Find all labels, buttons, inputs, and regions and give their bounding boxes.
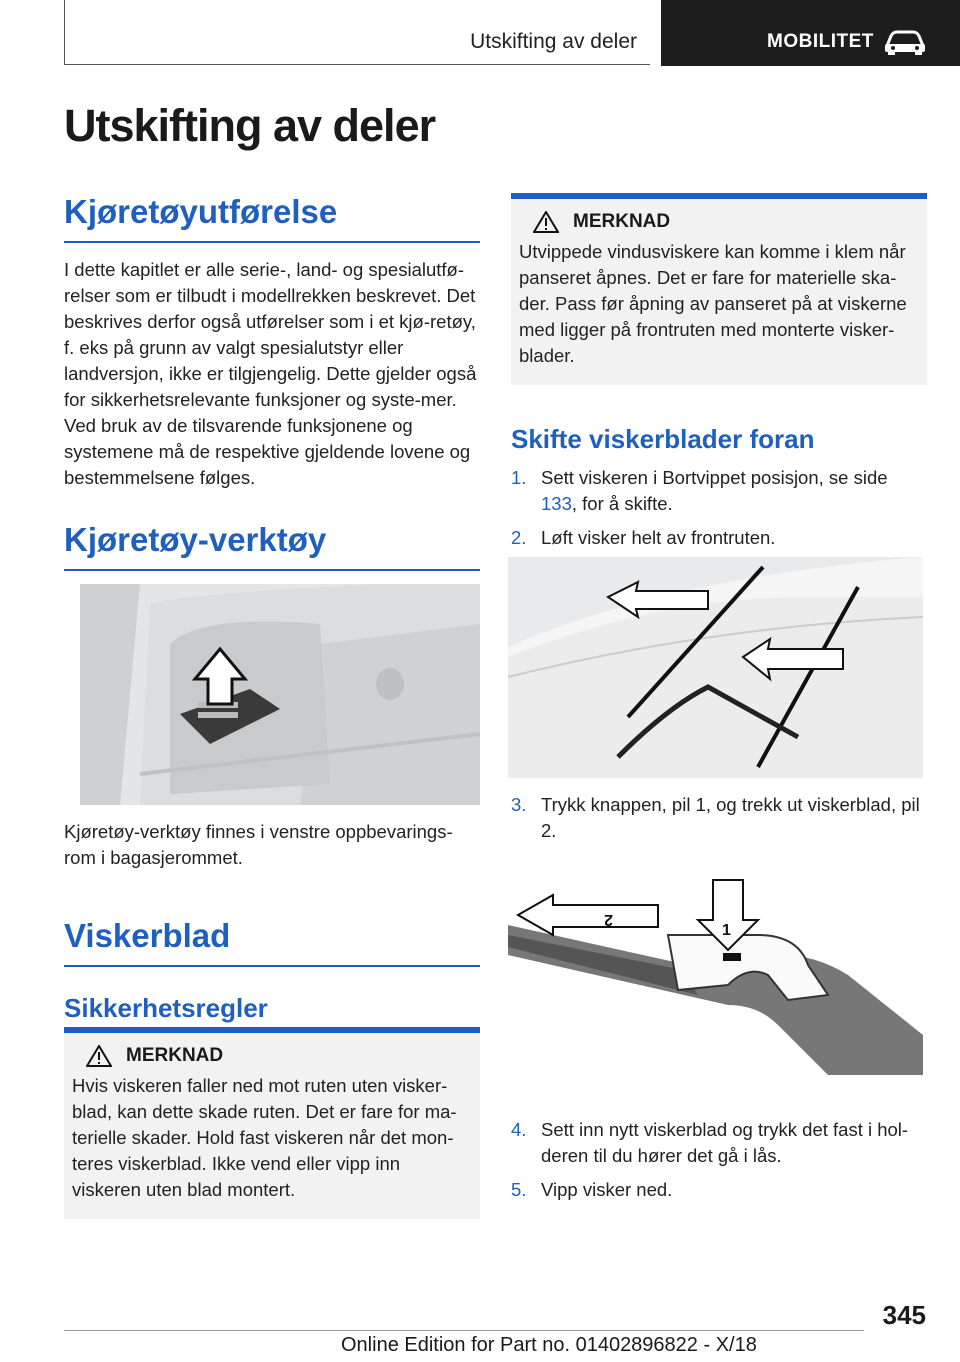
step-number: 1. (511, 467, 527, 488)
page-link[interactable]: 133 (541, 493, 572, 514)
heading-safety-rules: Sikkerhetsregler (64, 993, 268, 1023)
heading-rule (64, 241, 480, 243)
header-chapter-tab[interactable] (661, 0, 960, 66)
note-heading (72, 1045, 472, 1067)
callout-1: 1 (722, 922, 731, 939)
step-number: 5. (511, 1179, 527, 1200)
step-text (541, 465, 927, 517)
illustration-windshield-wipers (508, 557, 923, 778)
warning-icon (86, 1045, 112, 1067)
note-label: MERKNAD (573, 211, 671, 232)
note-text: Utvippede vindusviskere kan komme i klem når panseret åpnes. Det er fare for materielle ska-der. Pass før åpning av panseret på at viskerne med ligger på frontruten med monterte visker-blader. (519, 241, 907, 366)
vehicle-tool-caption: Kjøretøy-verktøy finnes i venstre oppbevarings-rom i bagasjerommet. (64, 821, 453, 868)
heading-replace-front-wipers: Skifte viskerblader foran (511, 424, 815, 454)
callout-2: 2 (604, 911, 613, 928)
page-header (0, 0, 960, 66)
step-text: Trykk knappen, pil 1, og trekk ut viskerblad, pil 2. (541, 794, 920, 841)
note-label: MERKNAD (126, 1045, 224, 1066)
car-icon (883, 28, 927, 56)
vehicle-version-text: I dette kapitlet er alle serie-, land- og spesialutfø-relser som er tilbudt i modellrekken beskrevet. Det beskrives derfor også utførelser som i et kjø-retøy, f. eks på grunn av valgt spesialutstyr eller landversjon, ikke er tilgjengelig. Dette gjelder også for sikkerhetsrelevante funksjoner og syste-mer. Ved bruk av de tilsvarende funksjonene og systemene må de respektive gjeldende lovene og bestemmelsene følges. (64, 259, 477, 488)
step-text: Vipp visker ned. (541, 1179, 673, 1200)
step-text: Sett inn nytt viskerblad og trykk det fast i hol-deren til du hører det gå i lås. (541, 1119, 909, 1166)
steps-4-5-block (511, 1117, 927, 1203)
step-text-part: , for å skifte. (571, 493, 673, 514)
header-divider (64, 0, 65, 64)
note-box-right (511, 193, 927, 385)
header-underline (64, 64, 650, 65)
step-5 (511, 1177, 927, 1203)
heading-vehicle-version: Kjøretøyutførelse (64, 193, 338, 230)
warning-icon (533, 211, 559, 233)
step-text: Løft visker helt av frontruten. (541, 527, 776, 548)
step-3 (511, 792, 927, 844)
note-heading (519, 211, 919, 233)
step-1 (511, 465, 927, 517)
note-text: Hvis viskeren faller ned mot ruten uten visker-blad, kan dette skade ruten. Det er fare for ma-terielle skader. Hold fast viskeren når det mon-teres viskerblad. Ikke vend eller vipp inn viskeren uten blad montert. (72, 1075, 457, 1200)
note-box-left (64, 1027, 480, 1219)
step-number: 2. (511, 527, 527, 548)
page-title: Utskifting av deler (64, 100, 436, 151)
step-3-block (511, 792, 927, 844)
vehicle-tool-section (64, 521, 480, 571)
illustration-wiper-release (508, 875, 923, 1075)
header-chapter-label: MOBILITET (767, 31, 874, 52)
heading-rule (64, 569, 480, 571)
heading-rule (64, 965, 480, 967)
illustration-trunk-tool (80, 584, 480, 805)
footer-rule (64, 1330, 864, 1331)
step-number: 3. (511, 794, 527, 815)
step-4 (511, 1117, 927, 1169)
front-wiper-section (511, 424, 927, 551)
page-number: 345 (882, 1300, 926, 1330)
edition-text: Online Edition for Part no. 01402896822 - X/18 (341, 1334, 757, 1356)
left-column (64, 193, 480, 491)
heading-wiper-blade: Viskerblad (64, 917, 231, 954)
heading-vehicle-tool: Kjøretøy-verktøy (64, 521, 327, 558)
wiper-section (64, 917, 480, 1024)
step-number: 4. (511, 1119, 527, 1140)
header-section-title: Utskifting av deler (470, 30, 637, 53)
step-text-part: Sett viskeren i Bortvippet posisjon, se side (541, 467, 888, 488)
step-2 (511, 525, 927, 551)
